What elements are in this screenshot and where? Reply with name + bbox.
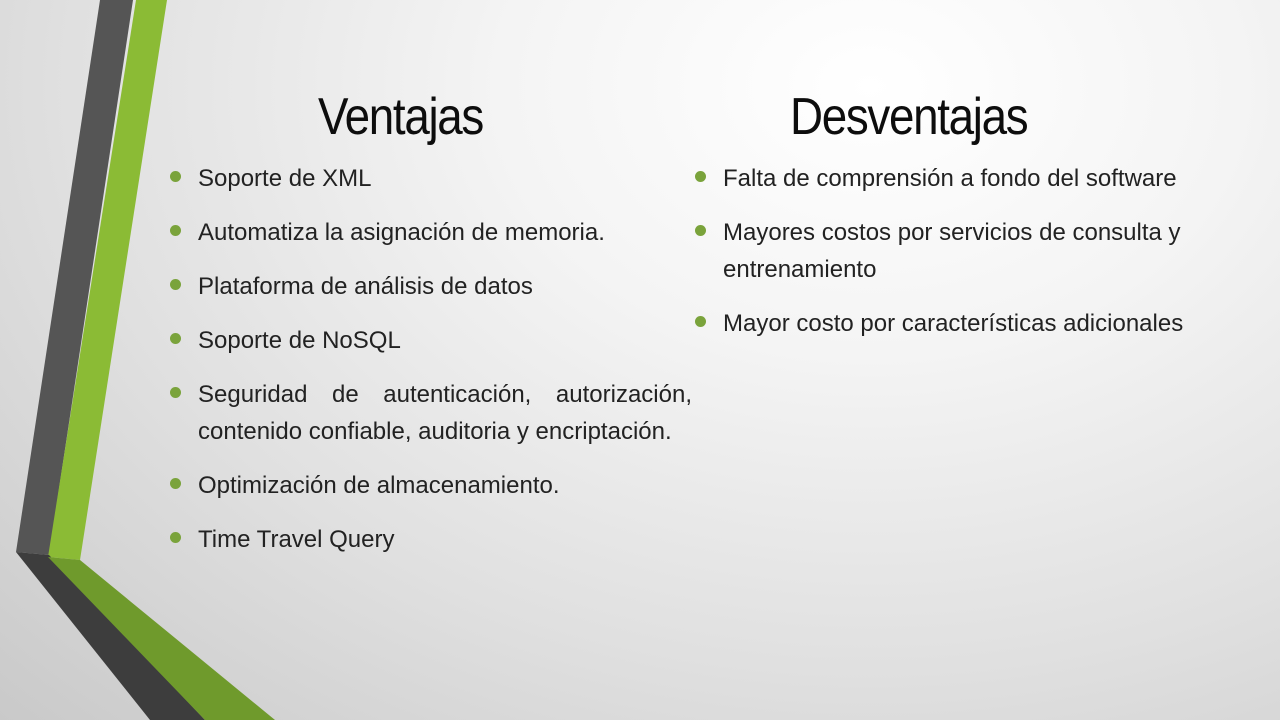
list-item-text: Soporte de NoSQL xyxy=(198,327,401,354)
bullet-icon xyxy=(170,333,181,344)
bullet-icon xyxy=(695,171,706,182)
list-item-text: Seguridad de autenticación, autorización, contenido confiable, auditoria y encriptación. xyxy=(198,381,692,445)
bullet-icon xyxy=(170,225,181,236)
dark-stripe-diagonal xyxy=(16,552,205,720)
list-item xyxy=(695,305,1218,342)
list-item-text: Mayores costos por servicios de consulta y entrenamiento xyxy=(723,219,1181,283)
bullet-icon xyxy=(170,532,181,543)
disadvantages-list xyxy=(695,160,1218,359)
bullet-icon xyxy=(170,171,181,182)
list-item-text: Plataforma de análisis de datos xyxy=(198,273,533,300)
bullet-icon xyxy=(695,316,706,327)
bullet-icon xyxy=(170,387,181,398)
list-item xyxy=(170,268,692,305)
list-item xyxy=(170,467,692,504)
list-item xyxy=(170,160,692,197)
bullet-icon xyxy=(170,279,181,290)
bullet-icon xyxy=(170,478,181,489)
list-item-text: Optimización de almacenamiento. xyxy=(198,472,560,499)
list-item-text: Automatiza la asignación de memoria. xyxy=(198,219,605,246)
disadvantages-heading: Desventajas xyxy=(790,88,1028,146)
list-item-text: Soporte de XML xyxy=(198,165,372,192)
list-item xyxy=(170,521,692,558)
advantages-list xyxy=(170,160,692,575)
list-item xyxy=(695,214,1218,288)
list-item xyxy=(170,322,692,359)
list-item-text: Time Travel Query xyxy=(198,526,395,553)
list-item xyxy=(695,160,1218,197)
list-item xyxy=(170,214,692,251)
bullet-icon xyxy=(695,225,706,236)
list-item-text: Falta de comprensión a fondo del software xyxy=(723,165,1177,192)
list-item xyxy=(170,376,692,450)
advantages-heading: Ventajas xyxy=(318,88,483,146)
list-item-text: Mayor costo por características adicionales xyxy=(723,310,1184,337)
